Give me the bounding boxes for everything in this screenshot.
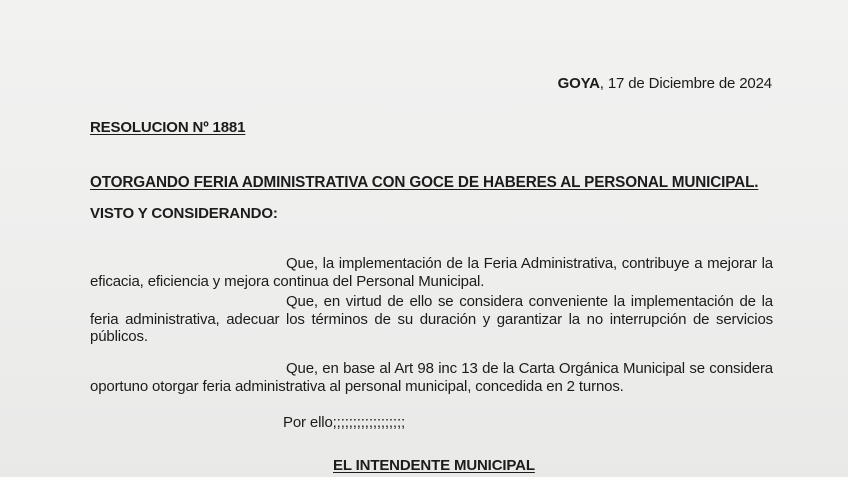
intendente-heading: EL INTENDENTE MUNICIPAL: [333, 457, 535, 474]
paragraph-1: [90, 255, 773, 290]
paragraph-2-text: Que, en virtud de ello se considera conveniente la implementación de la feria administrativa, adecuar los términos de su duración y garantizar la no interrupción de servicios públicos.: [90, 293, 773, 345]
resolution-subject: OTORGANDO FERIA ADMINISTRATIVA CON GOCE DE HABERES AL PERSONAL MUNICIPAL.: [90, 174, 759, 191]
document-date: [558, 75, 772, 92]
date-city: GOYA: [557, 75, 600, 92]
paragraph-1-text: Que, la implementación de la Feria Administrativa, contribuye a mejorar la eficacia, eficiencia y mejora continua del Personal Municipal.: [90, 255, 773, 290]
resolution-number: RESOLUCION Nº 1881: [90, 119, 246, 136]
por-ello-line: Por ello;;;;;;;;;;;;;;;;;;: [283, 414, 405, 431]
visto-heading: VISTO Y CONSIDERANDO:: [90, 205, 278, 222]
paragraph-3: [90, 360, 773, 395]
paragraph-3-text: Que, en base al Art 98 inc 13 de la Carta Orgánica Municipal se considera oportuno otorgar feria administrativa al personal municipal, concedida en 2 turnos.: [90, 360, 773, 395]
paragraph-2: [90, 293, 773, 346]
date-text: , 17 de Diciembre de 2024: [599, 75, 772, 92]
